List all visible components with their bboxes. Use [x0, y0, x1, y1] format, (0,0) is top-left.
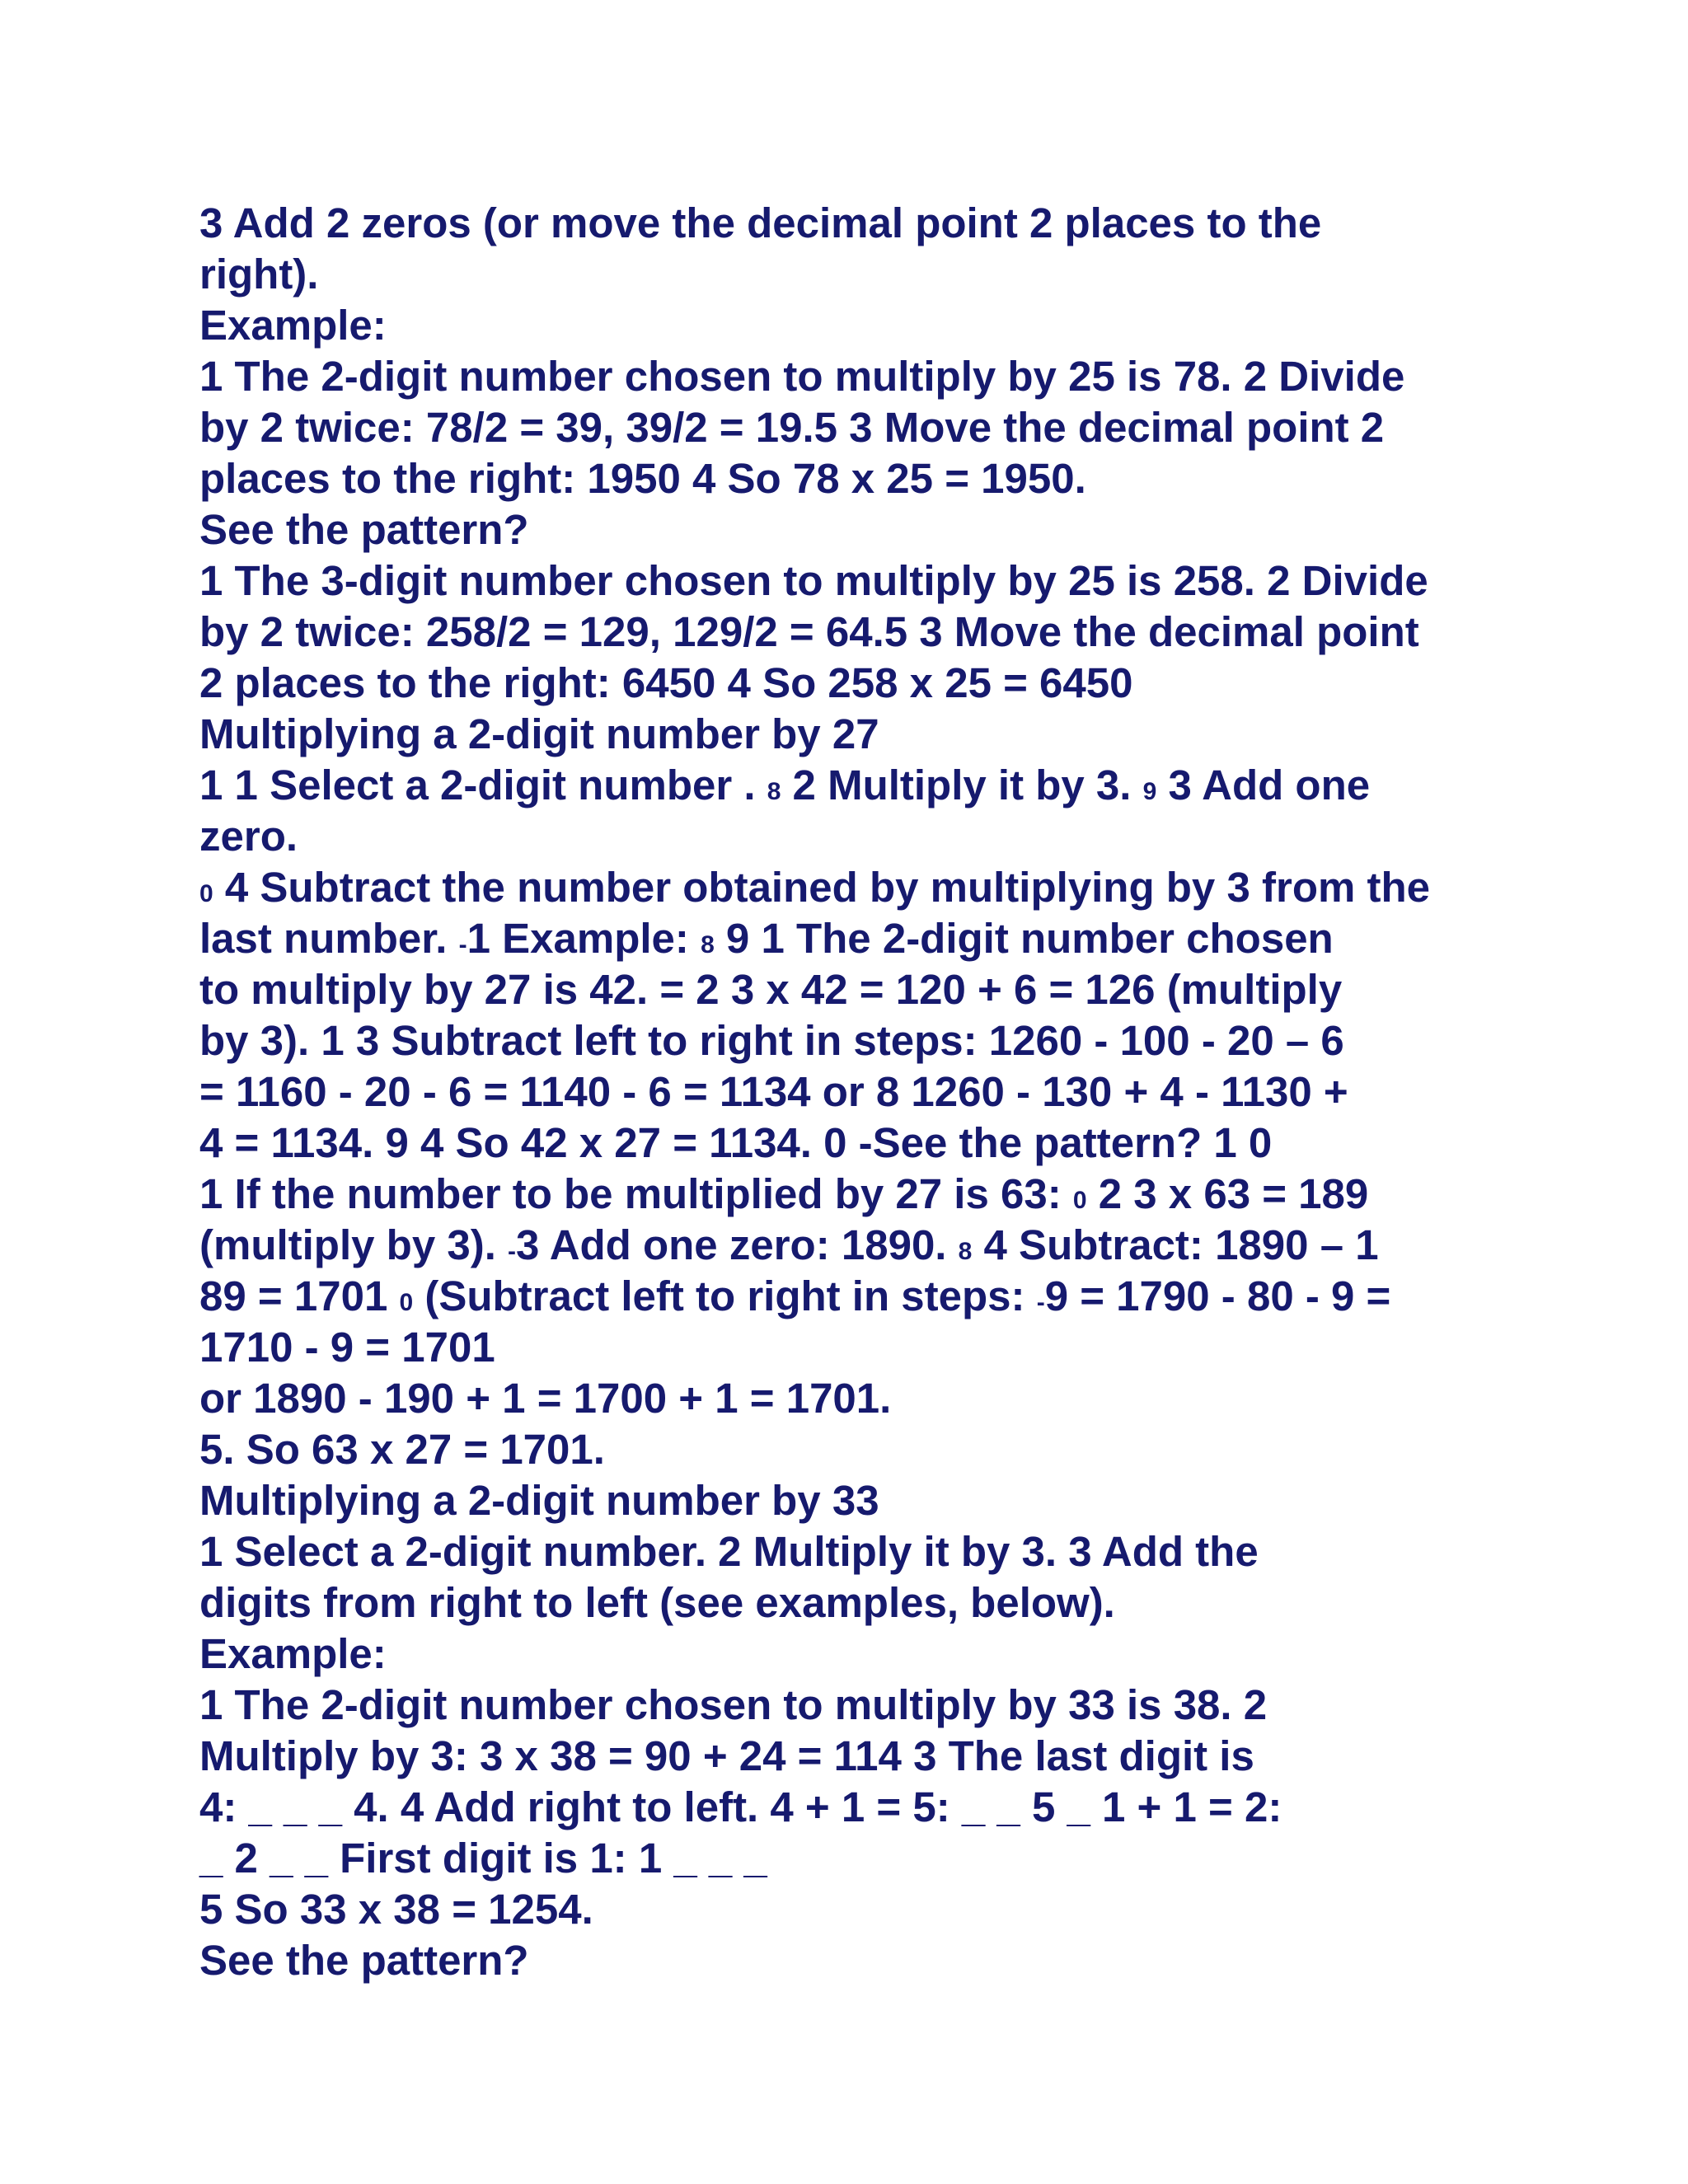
text-segment: 4 = 1134. 9 4 So 42 x 27 = 1134. 0 -See the pattern? 1 0: [199, 1119, 1273, 1166]
text-segment: 4: _ _ _ 4. 4 Add right to left. 4 + 1 = 5: _ _ 5 _ 1 + 1 = 2:: [199, 1783, 1282, 1830]
text-line: [199, 1680, 1601, 1731]
text-line: [199, 1577, 1601, 1629]
text-segment: 1 If the number to be multiplied by 27 is 63:: [199, 1170, 1073, 1217]
text-line: [199, 198, 1601, 249]
text-segment: 1710 - 9 = 1701: [199, 1324, 495, 1371]
text-line: [199, 351, 1601, 402]
text-line: [199, 1424, 1601, 1475]
text-line: [199, 1015, 1601, 1066]
small-annotation: -: [458, 931, 467, 958]
text-segment: Multiply by 3: 3 x 38 = 90 + 24 = 114 3 The last digit is: [199, 1732, 1254, 1779]
text-line: [199, 1731, 1601, 1782]
text-segment: 1 Example:: [467, 915, 701, 962]
text-segment: by 3). 1 3 Subtract left to right in steps: 1260 - 100 - 20 – 6: [199, 1017, 1344, 1064]
text-line: [199, 1169, 1601, 1220]
text-segment: 9 = 1790 - 80 - 9 =: [1044, 1272, 1391, 1319]
text-line: [199, 964, 1601, 1015]
text-line: [199, 300, 1601, 351]
text-line: [199, 811, 1601, 862]
text-segment: 1 The 2-digit number chosen to multiply by 33 is 38. 2: [199, 1681, 1268, 1728]
text-segment: 2 3 x 63 = 189: [1086, 1170, 1369, 1217]
text-segment: See the pattern?: [199, 1937, 529, 1984]
text-segment: 5 So 33 x 38 = 1254.: [199, 1886, 593, 1933]
text-segment: 2 Multiply it by 3.: [781, 762, 1143, 808]
small-annotation: 8: [767, 778, 781, 805]
text-segment: 3 Add 2 zeros (or move the decimal point 2 places to the: [199, 199, 1322, 246]
text-line: [199, 1322, 1601, 1373]
text-line: [199, 1782, 1601, 1833]
text-segment: (Subtract left to right in steps:: [413, 1272, 1037, 1319]
text-line: [199, 1271, 1601, 1322]
text-line: [199, 555, 1601, 607]
text-line: [199, 1526, 1601, 1577]
text-line: [199, 1220, 1601, 1271]
text-line: [199, 607, 1601, 658]
text-segment: 2 places to the right: 6450 4 So 258 x 25 = 6450: [199, 659, 1133, 706]
text-segment: right).: [199, 251, 319, 298]
text-segment: See the pattern?: [199, 506, 529, 553]
small-annotation: 9: [1142, 778, 1157, 805]
text-segment: 1 The 3-digit number chosen to multiply by 25 is 258. 2 Divide: [199, 557, 1428, 604]
text-line: [199, 862, 1601, 913]
text-line: [199, 1833, 1601, 1884]
text-segment: digits from right to left (see examples, below).: [199, 1579, 1115, 1626]
text-segment: by 2 twice: 78/2 = 39, 39/2 = 19.5 3 Move the decimal point 2: [199, 404, 1385, 451]
text-line: [199, 453, 1601, 504]
small-annotation: 8: [958, 1238, 973, 1265]
text-line: [199, 249, 1601, 300]
small-annotation: 0: [199, 880, 213, 907]
text-segment: to multiply by 27 is 42. = 2 3 x 42 = 120 + 6 = 126 (multiply: [199, 966, 1343, 1013]
text-line: [199, 1884, 1601, 1935]
text-line: [199, 504, 1601, 555]
text-line: [199, 1118, 1601, 1169]
text-segment: _ 2 _ _ First digit is 1: 1 _ _ _: [199, 1835, 767, 1882]
text-line: [199, 1066, 1601, 1118]
text-segment: = 1160 - 20 - 6 = 1140 - 6 = 1134 or 8 1260 - 130 + 4 - 1130 +: [199, 1068, 1348, 1115]
text-segment: 4 Subtract the number obtained by multiplying by 3 from the: [213, 864, 1430, 911]
small-annotation: -: [1036, 1289, 1045, 1316]
text-segment: by 2 twice: 258/2 = 129, 129/2 = 64.5 3 Move the decimal point: [199, 608, 1419, 655]
text-line: [199, 913, 1601, 964]
text-line: [199, 1373, 1601, 1424]
text-line: [199, 658, 1601, 709]
text-line: [199, 760, 1601, 811]
text-segment: 1 The 2-digit number chosen to multiply by 25 is 78. 2 Divide: [199, 353, 1405, 400]
text-segment: 89 = 1701: [199, 1272, 400, 1319]
text-segment: 9 1 The 2-digit number chosen: [714, 915, 1334, 962]
text-segment: Example:: [199, 1630, 387, 1677]
text-segment: 5. So 63 x 27 = 1701.: [199, 1426, 605, 1473]
small-annotation: 0: [399, 1289, 414, 1316]
text-segment: (multiply by 3).: [199, 1221, 509, 1268]
text-segment: 1 Select a 2-digit number. 2 Multiply it by 3. 3 Add the: [199, 1528, 1259, 1575]
small-annotation: 8: [701, 931, 715, 958]
text-line: [199, 709, 1601, 760]
text-segment: 4 Subtract: 1890 – 1: [972, 1221, 1379, 1268]
text-segment: places to the right: 1950 4 So 78 x 25 = 1950.: [199, 455, 1086, 502]
text-segment: 1 1 Select a 2-digit number .: [199, 762, 767, 808]
text-segment: Multiplying a 2-digit number by 33: [199, 1477, 879, 1524]
small-annotation: 0: [1072, 1187, 1087, 1214]
text-segment: or 1890 - 190 + 1 = 1700 + 1 = 1701.: [199, 1375, 892, 1422]
text-segment: last number.: [199, 915, 459, 962]
text-line: [199, 1935, 1601, 1986]
text-segment: 3 Add one zero: 1890.: [516, 1221, 959, 1268]
text-segment: Example:: [199, 302, 387, 349]
text-segment: zero.: [199, 813, 298, 860]
text-line: [199, 1475, 1601, 1526]
small-annotation: -: [508, 1238, 517, 1265]
text-line: [199, 402, 1601, 453]
text-segment: 3 Add one: [1156, 762, 1371, 808]
text-line: [199, 1629, 1601, 1680]
document-text: [199, 198, 1601, 1986]
text-segment: Multiplying a 2-digit number by 27: [199, 710, 879, 757]
